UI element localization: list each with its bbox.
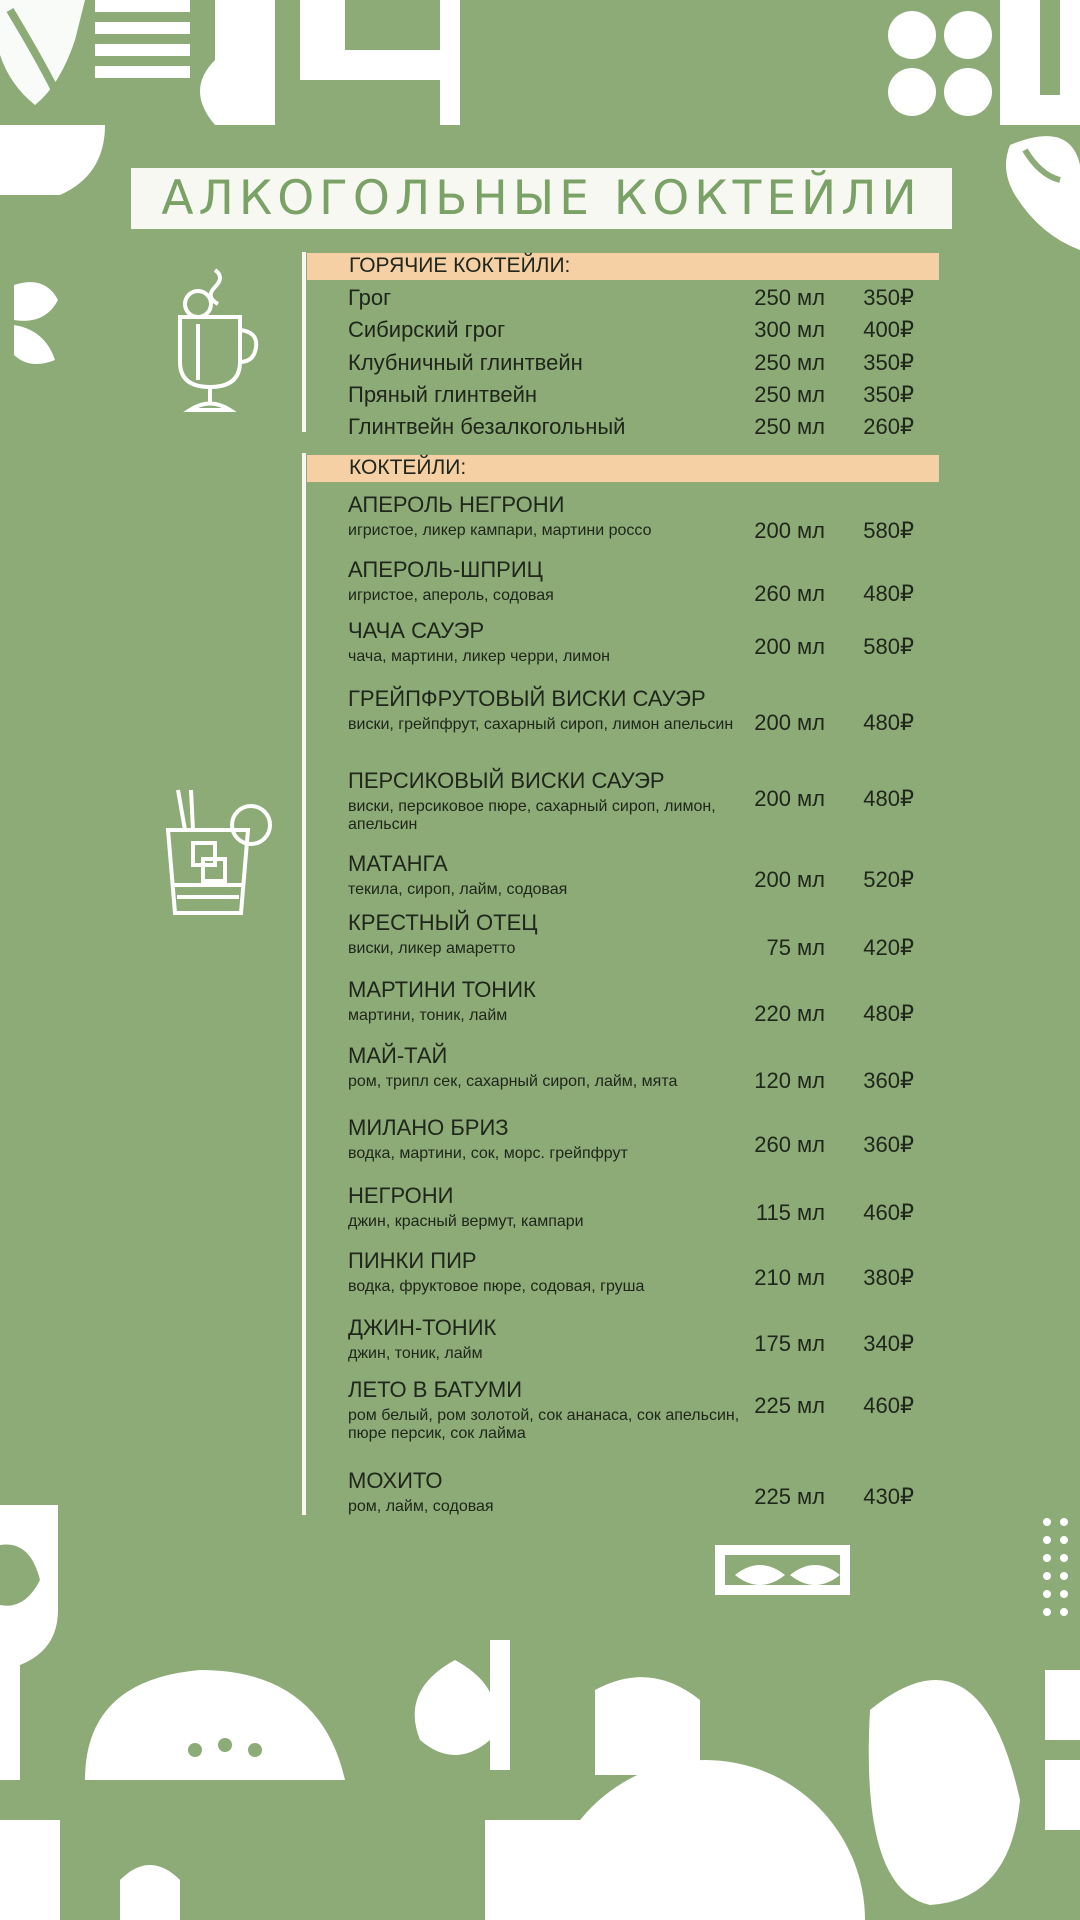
item-volume: 225 мл: [754, 1484, 825, 1509]
item-name: МАЙ-ТАЙ: [348, 1043, 448, 1068]
item-volume: 200 мл: [754, 867, 825, 892]
menu-item: [348, 382, 920, 414]
hot-section-divider: [302, 252, 306, 432]
item-price: 460₽: [863, 1200, 914, 1225]
item-price: 260₽: [863, 414, 914, 439]
menu-item: [348, 1468, 920, 1516]
item-name: Грог: [348, 285, 392, 310]
menu-item: [348, 1248, 920, 1296]
item-price: 480₽: [863, 710, 914, 735]
mulled-wine-glass-icon: [170, 262, 260, 417]
item-name: ПИНКИ ПИР: [348, 1248, 477, 1273]
menu-item: [348, 1315, 920, 1363]
hot-cocktails-heading: ГОРЯЧИЕ КОКТЕЙЛИ:: [349, 254, 571, 277]
item-name: МОХИТО: [348, 1468, 443, 1493]
item-name: Пряный глинтвейн: [348, 382, 538, 407]
menu-item: [348, 768, 920, 834]
menu-item: [348, 1377, 920, 1443]
item-volume: 75 мл: [766, 935, 825, 960]
item-volume: 120 мл: [754, 1068, 825, 1093]
item-volume: 300 мл: [754, 317, 825, 342]
menu-item: [348, 686, 920, 734]
item-price: 480₽: [863, 786, 914, 811]
item-description: текила, сироп, лайм, содовая: [348, 881, 568, 898]
cocktails-header: [307, 455, 939, 482]
item-name: МАТАНГА: [348, 851, 448, 876]
item-name: ГРЕЙПФРУТОВЫЙ ВИСКИ САУЭР: [348, 686, 706, 711]
item-description: виски, грейпфрут, сахарный сироп, лимон апельсин: [348, 716, 734, 733]
item-description: игристое, ликер кампари, мартини россо: [348, 522, 652, 539]
menu-item: [348, 414, 920, 446]
menu-item: [348, 618, 920, 666]
item-description: водка, фруктовое пюре, содовая, груша: [348, 1278, 645, 1295]
menu-item: [348, 851, 920, 899]
item-price: 350₽: [863, 382, 914, 407]
item-description: ром, трипл сек, сахарный сироп, лайм, мята: [348, 1073, 678, 1090]
menu-item: [348, 317, 920, 349]
item-volume: 200 мл: [754, 518, 825, 543]
item-price: 460₽: [863, 1393, 914, 1418]
item-price: 350₽: [863, 285, 914, 310]
item-name: МАРТИНИ ТОНИК: [348, 977, 536, 1002]
menu-item: [348, 350, 920, 382]
item-description: виски, ликер амаретто: [348, 940, 516, 957]
item-name: НЕГРОНИ: [348, 1183, 454, 1208]
menu-item: [348, 910, 920, 958]
item-volume: 200 мл: [754, 634, 825, 659]
item-price: 480₽: [863, 1001, 914, 1026]
item-price: 350₽: [863, 350, 914, 375]
item-volume: 250 мл: [754, 382, 825, 407]
item-name: ЛЕТО В БАТУМИ: [348, 1377, 523, 1402]
item-name: Сибирский грог: [348, 317, 506, 342]
item-price: 380₽: [863, 1265, 914, 1290]
item-volume: 210 мл: [754, 1265, 825, 1290]
item-name: ПЕРСИКОВЫЙ ВИСКИ САУЭР: [348, 768, 665, 793]
item-volume: 260 мл: [754, 1132, 825, 1157]
cocktails-heading: КОКТЕЙЛИ:: [349, 456, 467, 479]
item-description: игристое, апероль, содовая: [348, 587, 554, 604]
item-volume: 260 мл: [754, 581, 825, 606]
item-name: Глинтвейн безалкогольный: [348, 414, 626, 439]
item-price: 400₽: [863, 317, 914, 342]
cocktail-section-divider: [302, 453, 306, 1515]
item-description: виски, персиковое пюре, сахарный сироп, лимон, апельсин: [348, 798, 716, 833]
menu-item: [348, 1043, 920, 1091]
item-volume: 200 мл: [754, 786, 825, 811]
item-name: ЧАЧА САУЭР: [348, 618, 485, 643]
item-price: 480₽: [863, 581, 914, 606]
item-description: ром, лайм, содовая: [348, 1498, 494, 1515]
item-volume: 250 мл: [754, 350, 825, 375]
item-name: КРЕСТНЫЙ ОТЕЦ: [348, 910, 538, 935]
menu-item: [348, 1115, 920, 1163]
title-banner: [131, 168, 952, 229]
item-name: АПЕРОЛЬ НЕГРОНИ: [348, 492, 565, 517]
menu-item: [348, 557, 920, 605]
item-price: 580₽: [863, 634, 914, 659]
item-price: 580₽: [863, 518, 914, 543]
item-name: АПЕРОЛЬ-ШПРИЦ: [348, 557, 543, 582]
item-volume: 250 мл: [754, 414, 825, 439]
item-description: джин, тоник, лайм: [348, 1345, 483, 1362]
item-description: чача, мартини, ликер черри, лимон: [348, 648, 610, 665]
menu-item: [348, 492, 920, 543]
item-volume: 250 мл: [754, 285, 825, 310]
item-description: джин, красный вермут, кампари: [348, 1213, 584, 1230]
page-title: АЛКОГОЛЬНЫЕ КОКТЕЙЛИ: [161, 171, 922, 226]
item-volume: 200 мл: [754, 710, 825, 735]
menu-item: [348, 977, 920, 1025]
item-price: 360₽: [863, 1068, 914, 1093]
cocktail-glass-icon: [163, 785, 275, 920]
item-price: 520₽: [863, 867, 914, 892]
item-description: водка, мартини, сок, морс. грейпфрут: [348, 1145, 628, 1162]
item-name: ДЖИН-ТОНИК: [348, 1315, 497, 1340]
item-name: МИЛАНО БРИЗ: [348, 1115, 509, 1140]
item-volume: 225 мл: [754, 1393, 825, 1418]
item-volume: 115 мл: [755, 1200, 825, 1225]
item-price: 430₽: [863, 1484, 914, 1509]
item-volume: 175 мл: [754, 1331, 825, 1356]
menu-item: [348, 1183, 920, 1231]
item-description: мартини, тоник, лайм: [348, 1007, 508, 1024]
item-description: ром белый, ром золотой, сок ананаса, сок апельсин, пюре персик, сок лайма: [348, 1407, 740, 1442]
menu-item: [348, 285, 920, 317]
item-volume: 220 мл: [754, 1001, 825, 1026]
item-price: 340₽: [863, 1331, 914, 1356]
item-price: 420₽: [863, 935, 914, 960]
item-name: Клубничный глинтвейн: [348, 350, 583, 375]
item-price: 360₽: [863, 1132, 914, 1157]
hot-cocktails-header: [307, 253, 939, 280]
